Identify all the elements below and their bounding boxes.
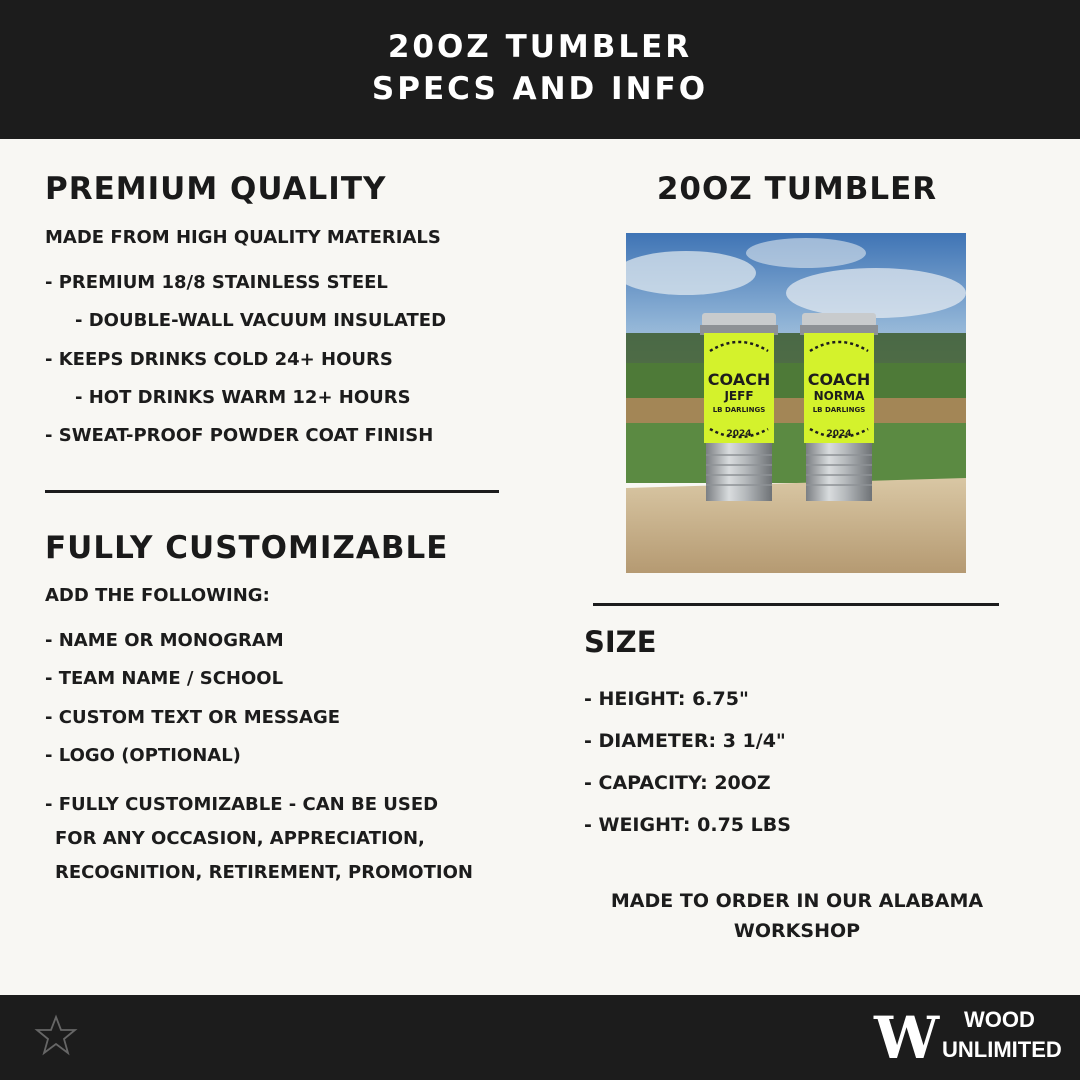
star-outline-icon (34, 1013, 78, 1057)
tumbler-left-line2: JEFF (724, 389, 754, 403)
left-divider (45, 490, 499, 493)
premium-quality-heading: PREMIUM QUALITY (45, 171, 387, 207)
custom-item: - CUSTOM TEXT OR MESSAGE (45, 707, 341, 728)
custom-subtitle: ADD THE FOLLOWING: (45, 585, 270, 606)
tumbler-left-line3: LB DARLINGS (712, 406, 766, 414)
size-item: - HEIGHT: 6.75" (584, 688, 749, 710)
size-item: - DIAMETER: 3 1/4" (584, 730, 786, 752)
header-title-line1: 20OZ TUMBLER (387, 29, 693, 65)
premium-item: - PREMIUM 18/8 STAINLESS STEEL (45, 272, 388, 293)
premium-item: - SWEAT-PROOF POWDER COAT FINISH (45, 425, 434, 446)
product-photo (626, 233, 966, 573)
premium-item: - DOUBLE-WALL VACUUM INSULATED (75, 310, 447, 331)
made-to-order-line1: MADE TO ORDER IN OUR ALABAMA (610, 890, 984, 912)
premium-item: - HOT DRINKS WARM 12+ HOURS (75, 387, 411, 408)
custom-note-line: - FULLY CUSTOMIZABLE - CAN BE USED (45, 794, 439, 815)
custom-note-line: RECOGNITION, RETIREMENT, PROMOTION (55, 862, 473, 883)
page-header (0, 0, 1080, 139)
tumbler-right-line1: COACH (807, 370, 871, 389)
right-divider (593, 603, 999, 606)
logo-text-line2: UNLIMITED (942, 1037, 1062, 1062)
wood-unlimited-logo (874, 1003, 1062, 1073)
tumbler-right-line4: 2024 (826, 429, 852, 439)
product-title: 20OZ TUMBLER (656, 171, 938, 207)
custom-note-line: FOR ANY OCCASION, APPRECIATION, (55, 828, 425, 849)
header-title-line2: SPECS AND INFO (371, 71, 709, 107)
custom-item: - TEAM NAME / SCHOOL (45, 668, 284, 689)
tumbler-right-line3: LB DARLINGS (812, 406, 866, 414)
page-footer (0, 995, 1080, 1080)
tumbler-left-line4: 2024 (726, 429, 752, 439)
tumbler-right-line2: NORMA (813, 389, 865, 403)
custom-item: - LOGO (OPTIONAL) (45, 745, 241, 766)
logo-text-line1: WOOD (964, 1007, 1035, 1032)
size-item: - WEIGHT: 0.75 LBS (584, 814, 791, 836)
custom-item: - NAME OR MONOGRAM (45, 630, 284, 651)
size-heading: SIZE (584, 625, 657, 659)
logo-letter: W (874, 1004, 940, 1072)
tumbler-left-line1: COACH (707, 370, 771, 389)
fully-customizable-heading: FULLY CUSTOMIZABLE (45, 530, 449, 566)
premium-item: - KEEPS DRINKS COLD 24+ HOURS (45, 349, 393, 370)
size-item: - CAPACITY: 20OZ (584, 772, 771, 794)
premium-subtitle: MADE FROM HIGH QUALITY MATERIALS (45, 227, 441, 248)
made-to-order-line2: WORKSHOP (733, 920, 861, 942)
